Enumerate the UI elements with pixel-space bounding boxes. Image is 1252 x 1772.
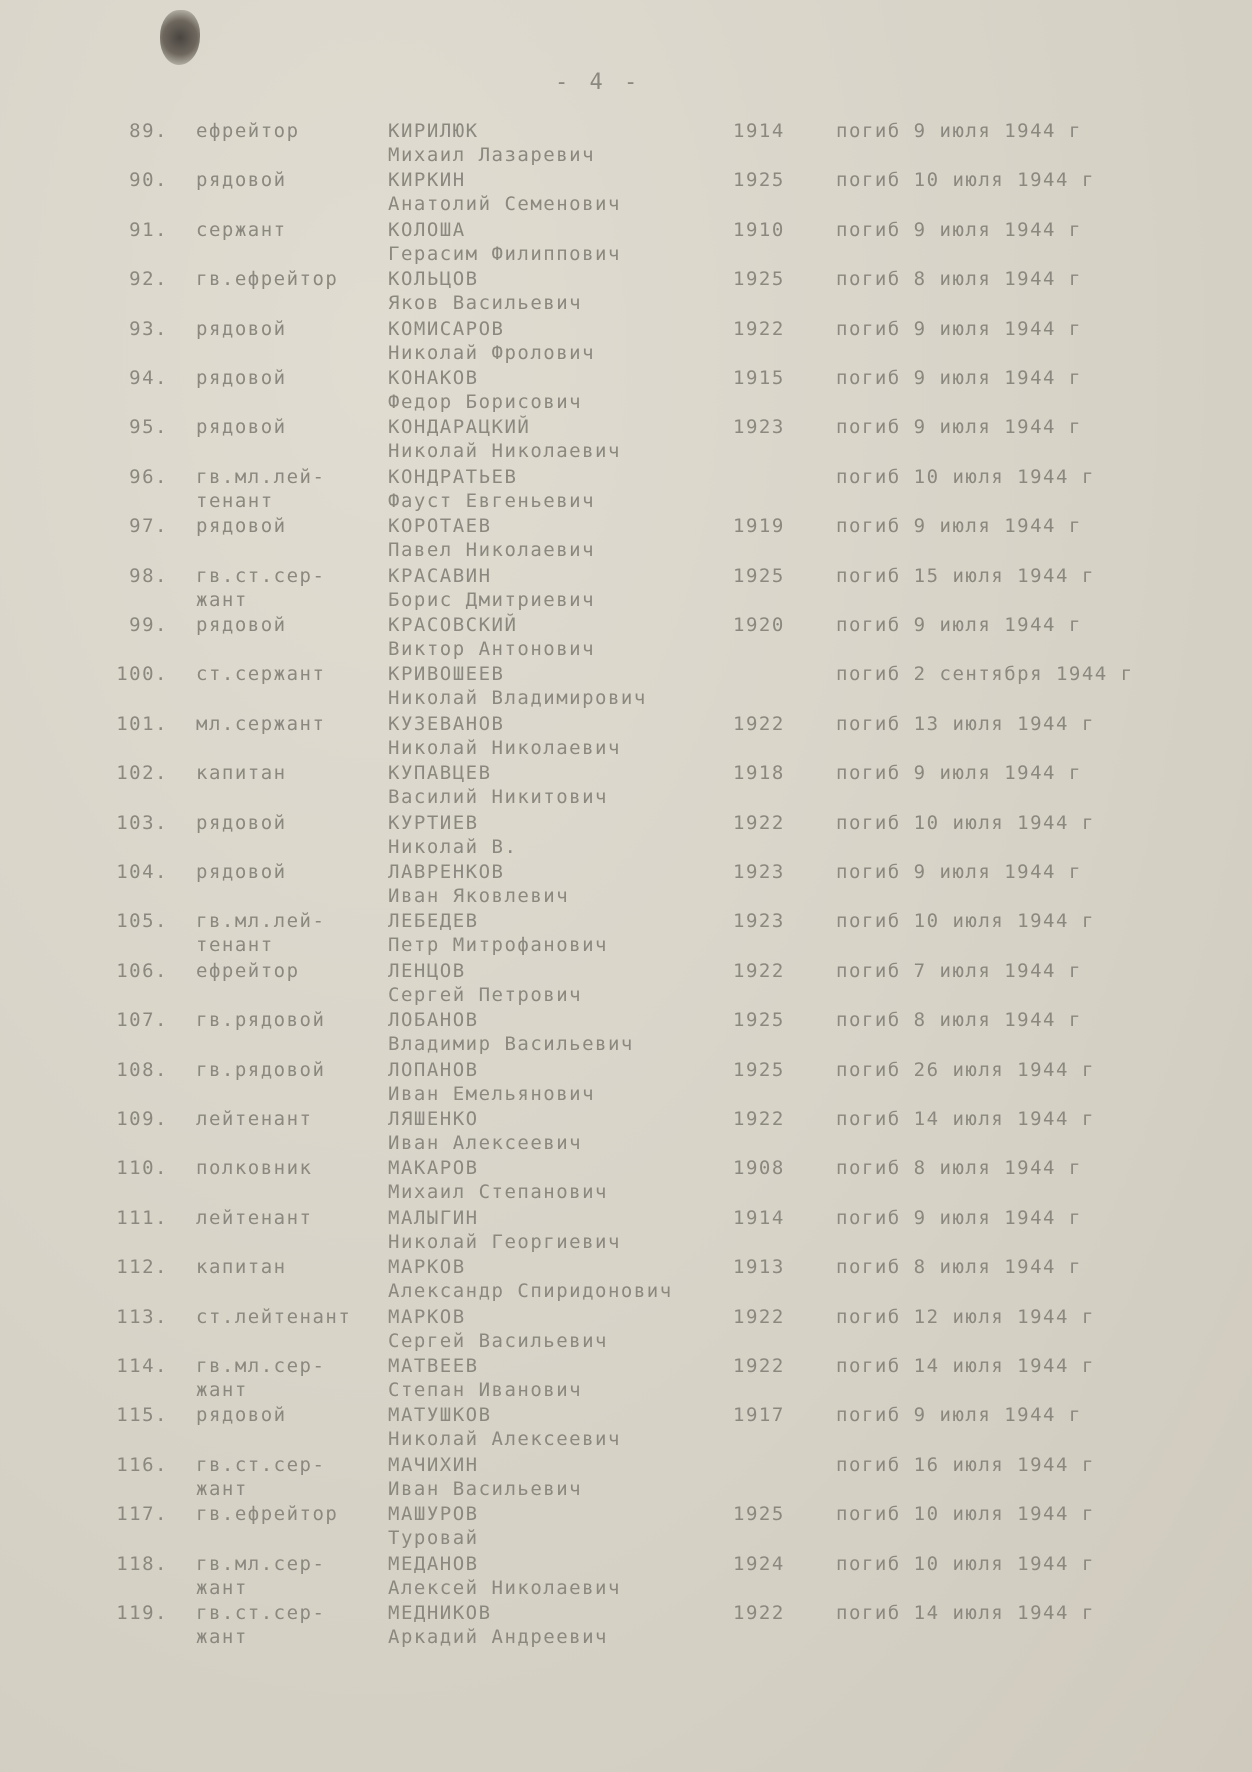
entry-given-name: Туровай <box>388 1527 479 1550</box>
entry-number: 106. <box>116 959 168 982</box>
list-item <box>0 466 1252 515</box>
entry-surname: МЕДНИКОВ <box>388 1602 492 1624</box>
list-item <box>0 812 1252 861</box>
entry-number: 117. <box>116 1503 168 1526</box>
list-item <box>0 169 1252 218</box>
entry-fate: погиб 9 июля 1944 г <box>836 416 1082 439</box>
entry-birth-year: 1922 <box>733 1355 785 1377</box>
entry-surname: КОНДАРАЦКИЙ <box>388 416 531 439</box>
entry-surname: МАТУШКОВ <box>388 1404 492 1427</box>
entry-fate: погиб 26 июля 1944 г <box>836 1058 1095 1081</box>
entry-number: 90. <box>129 169 168 192</box>
entry-surname: КОЛЬЦОВ <box>388 268 479 291</box>
entry-surname: МАРКОВ <box>388 1256 466 1279</box>
list-item <box>0 1602 1252 1651</box>
entry-fate: погиб 13 июля 1944 г <box>836 712 1095 735</box>
entry-rank: ст.лейтенант <box>196 1305 352 1328</box>
entry-fate: погиб 2 сентября 1944 г <box>836 663 1134 686</box>
entry-given-name: Николай Николаевич <box>388 440 621 463</box>
list-item <box>0 713 1252 762</box>
entry-rank-continued: тенант <box>196 489 274 512</box>
entry-birth-year: 1923 <box>733 416 785 439</box>
entry-rank: гв.мл.лей- <box>196 465 326 488</box>
entry-rank: капитан <box>196 1256 287 1279</box>
entry-fate: погиб 10 июля 1944 г <box>836 910 1095 933</box>
page-number: - 4 - <box>555 70 642 95</box>
entry-number: 102. <box>116 762 168 785</box>
entry-given-name: Николай Алексеевич <box>388 1428 621 1451</box>
entry-birth-year: 1922 <box>733 317 785 340</box>
entry-surname: КИРИЛЮК <box>388 120 479 142</box>
entry-fate: погиб 14 июля 1944 г <box>836 1355 1095 1377</box>
entry-surname: ЛЕБЕДЕВ <box>388 910 479 933</box>
entry-number: 105. <box>116 910 168 933</box>
entry-fate: погиб 9 июля 1944 г <box>836 762 1082 785</box>
entry-birth-year: 1922 <box>733 959 785 982</box>
list-item <box>0 416 1252 465</box>
entry-rank: гв.ст.сер- <box>196 1602 326 1624</box>
entry-birth-year: 1922 <box>733 712 785 735</box>
entry-birth-year: 1925 <box>733 564 785 587</box>
entry-surname: КУПАВЦЕВ <box>388 762 492 785</box>
entry-fate: погиб 8 июля 1944 г <box>836 1009 1082 1032</box>
entry-number: 93. <box>129 317 168 340</box>
entry-birth-year: 1914 <box>733 120 785 142</box>
entry-given-name: Иван Васильевич <box>388 1477 583 1500</box>
entry-surname: МАЛЫГИН <box>388 1206 479 1229</box>
entry-birth-year: 1910 <box>733 218 785 241</box>
entry-rank: мл.сержант <box>196 712 326 735</box>
entry-number: 92. <box>129 268 168 291</box>
list-item <box>0 515 1252 564</box>
entry-surname: КРИВОШЕЕВ <box>388 663 505 686</box>
entry-rank: гв.ст.сер- <box>196 1453 326 1476</box>
entry-given-name: Яков Васильевич <box>388 292 583 315</box>
entry-surname: ЛАВРЕНКОВ <box>388 861 505 883</box>
entry-surname: МАТВЕЕВ <box>388 1355 479 1377</box>
list-item <box>0 1009 1252 1058</box>
entry-rank: гв.мл.сер- <box>196 1355 326 1377</box>
entry-surname: КИРКИН <box>388 169 466 192</box>
entry-rank: рядовой <box>196 416 287 439</box>
entry-number: 89. <box>129 120 168 142</box>
list-item <box>0 1157 1252 1206</box>
entry-surname: КУЗЕВАНОВ <box>388 712 505 735</box>
entry-rank: гв.мл.лей- <box>196 910 326 933</box>
entry-number: 109. <box>116 1108 168 1130</box>
entry-number: 118. <box>116 1552 168 1575</box>
list-item <box>0 762 1252 811</box>
entry-number: 116. <box>116 1453 168 1476</box>
entry-rank: гв.ефрейтор <box>196 268 339 291</box>
entry-rank: рядовой <box>196 317 287 340</box>
entry-rank-continued: жант <box>196 588 248 611</box>
entry-rank: лейтенант <box>196 1206 313 1229</box>
entry-rank-continued: жант <box>196 1379 248 1401</box>
entry-birth-year: 1925 <box>733 1009 785 1032</box>
list-item <box>0 960 1252 1009</box>
entry-rank: гв.рядовой <box>196 1009 326 1032</box>
entry-given-name: Николай Георгиевич <box>388 1230 621 1253</box>
list-item <box>0 861 1252 910</box>
entry-surname: КРАСОВСКИЙ <box>388 614 518 636</box>
list-item <box>0 367 1252 416</box>
entry-surname: КОЛОША <box>388 218 466 241</box>
list-item <box>0 1355 1252 1404</box>
entry-given-name: Герасим Филиппович <box>388 242 621 265</box>
entry-birth-year: 1925 <box>733 1503 785 1526</box>
entry-birth-year: 1925 <box>733 268 785 291</box>
entry-fate: погиб 9 июля 1944 г <box>836 1206 1082 1229</box>
entry-surname: КРАСАВИН <box>388 564 492 587</box>
entry-birth-year: 1918 <box>733 762 785 785</box>
entry-surname: МАЧИХИН <box>388 1453 479 1476</box>
entry-birth-year: 1923 <box>733 861 785 883</box>
entry-fate: погиб 15 июля 1944 г <box>836 564 1095 587</box>
entry-birth-year: 1923 <box>733 910 785 933</box>
entry-given-name: Михаил Степанович <box>388 1181 608 1204</box>
entry-number: 101. <box>116 712 168 735</box>
entry-fate: погиб 7 июля 1944 г <box>836 959 1082 982</box>
entry-number: 115. <box>116 1404 168 1427</box>
entry-given-name: Михаил Лазаревич <box>388 144 596 166</box>
entry-given-name: Иван Алексеевич <box>388 1132 583 1154</box>
list-item <box>0 1503 1252 1552</box>
entry-surname: ЛЯШЕНКО <box>388 1108 479 1130</box>
entry-fate: погиб 10 июля 1944 г <box>836 169 1095 192</box>
entry-given-name: Федор Борисович <box>388 391 583 413</box>
entry-number: 94. <box>129 367 168 389</box>
entry-number: 113. <box>116 1305 168 1328</box>
entry-given-name: Аркадий Андреевич <box>388 1626 608 1648</box>
entry-rank-continued: тенант <box>196 934 274 957</box>
entry-fate: погиб 10 июля 1944 г <box>836 1503 1095 1526</box>
entry-given-name: Петр Митрофанович <box>388 934 608 957</box>
entry-birth-year: 1922 <box>733 1602 785 1624</box>
entry-fate: погиб 16 июля 1944 г <box>836 1453 1095 1476</box>
entry-number: 112. <box>116 1256 168 1279</box>
entry-given-name: Сергей Петрович <box>388 983 583 1006</box>
entry-rank: рядовой <box>196 1404 287 1427</box>
entry-number: 95. <box>129 416 168 439</box>
entry-rank: рядовой <box>196 614 287 636</box>
entry-surname: КОНДРАТЬЕВ <box>388 465 518 488</box>
entry-number: 119. <box>116 1602 168 1624</box>
entry-rank: сержант <box>196 218 287 241</box>
entry-surname: ЛЕНЦОВ <box>388 959 466 982</box>
entry-fate: погиб 8 июля 1944 г <box>836 1157 1082 1180</box>
entry-surname: КОНАКОВ <box>388 367 479 389</box>
entry-given-name: Борис Дмитриевич <box>388 588 596 611</box>
entry-fate: погиб 9 июля 1944 г <box>836 614 1082 636</box>
entry-fate: погиб 9 июля 1944 г <box>836 1404 1082 1427</box>
entry-given-name: Александр Спиридонович <box>388 1280 673 1303</box>
entry-given-name: Николай Николаевич <box>388 736 621 759</box>
entry-rank: рядовой <box>196 169 287 192</box>
entry-rank: полковник <box>196 1157 313 1180</box>
entry-rank: капитан <box>196 762 287 785</box>
list-item <box>0 219 1252 268</box>
entry-number: 104. <box>116 861 168 883</box>
entry-number: 99. <box>129 614 168 636</box>
entry-birth-year: 1924 <box>733 1552 785 1575</box>
entry-number: 97. <box>129 515 168 538</box>
list-item <box>0 614 1252 663</box>
entry-given-name: Николай Владимирович <box>388 687 647 710</box>
list-item <box>0 565 1252 614</box>
entry-given-name: Степан Иванович <box>388 1379 583 1401</box>
entry-fate: погиб 14 июля 1944 г <box>836 1602 1095 1624</box>
list-item <box>0 120 1252 169</box>
entry-rank: гв.мл.сер- <box>196 1552 326 1575</box>
entry-fate: погиб 10 июля 1944 г <box>836 1552 1095 1575</box>
list-item <box>0 1553 1252 1602</box>
entry-number: 108. <box>116 1058 168 1081</box>
entry-given-name: Николай В. <box>388 835 518 858</box>
entry-given-name: Виктор Антонович <box>388 638 596 660</box>
entry-rank-continued: жант <box>196 1626 248 1648</box>
entry-fate: погиб 9 июля 1944 г <box>836 218 1082 241</box>
entry-surname: КУРТИЕВ <box>388 811 479 834</box>
entry-surname: ЛОБАНОВ <box>388 1009 479 1032</box>
entry-fate: погиб 10 июля 1944 г <box>836 465 1095 488</box>
entry-number: 107. <box>116 1009 168 1032</box>
entry-number: 111. <box>116 1206 168 1229</box>
entry-rank: рядовой <box>196 861 287 883</box>
entry-number: 103. <box>116 811 168 834</box>
entry-fate: погиб 8 июля 1944 г <box>836 1256 1082 1279</box>
entry-rank: ефрейтор <box>196 959 300 982</box>
entry-surname: МАКАРОВ <box>388 1157 479 1180</box>
entry-number: 96. <box>129 465 168 488</box>
list-item <box>0 318 1252 367</box>
entry-number: 100. <box>116 663 168 686</box>
entry-birth-year: 1908 <box>733 1157 785 1180</box>
entry-rank: лейтенант <box>196 1108 313 1130</box>
entry-fate: погиб 12 июля 1944 г <box>836 1305 1095 1328</box>
entry-birth-year: 1915 <box>733 367 785 389</box>
entry-given-name: Алексей Николаевич <box>388 1576 621 1599</box>
entry-rank-continued: жант <box>196 1576 248 1599</box>
entry-birth-year: 1913 <box>733 1256 785 1279</box>
entry-birth-year: 1922 <box>733 1108 785 1130</box>
entry-birth-year: 1919 <box>733 515 785 538</box>
entry-fate: погиб 9 июля 1944 г <box>836 515 1082 538</box>
entry-fate: погиб 8 июля 1944 г <box>836 268 1082 291</box>
entry-given-name: Павел Николаевич <box>388 539 596 562</box>
entry-birth-year: 1914 <box>733 1206 785 1229</box>
entry-given-name: Василий Никитович <box>388 786 608 809</box>
list-item <box>0 1108 1252 1157</box>
entry-given-name: Иван Яковлевич <box>388 885 570 907</box>
entry-given-name: Сергей Васильевич <box>388 1329 608 1352</box>
entry-birth-year: 1922 <box>733 1305 785 1328</box>
ink-stain <box>160 10 200 65</box>
list-item <box>0 1306 1252 1355</box>
entry-surname: МАШУРОВ <box>388 1503 479 1526</box>
entry-number: 98. <box>129 564 168 587</box>
entry-number: 110. <box>116 1157 168 1180</box>
entry-fate: погиб 9 июля 1944 г <box>836 120 1082 142</box>
entry-surname: МЕДАНОВ <box>388 1552 479 1575</box>
entry-fate: погиб 9 июля 1944 г <box>836 367 1082 389</box>
entry-birth-year: 1922 <box>733 811 785 834</box>
entry-number: 114. <box>116 1355 168 1377</box>
entry-rank: ефрейтор <box>196 120 300 142</box>
entry-birth-year: 1920 <box>733 614 785 636</box>
entry-given-name: Владимир Васильевич <box>388 1033 634 1056</box>
entry-rank: гв.ст.сер- <box>196 564 326 587</box>
entry-fate: погиб 9 июля 1944 г <box>836 861 1082 883</box>
entry-rank: рядовой <box>196 811 287 834</box>
list-item <box>0 1059 1252 1108</box>
entry-fate: погиб 9 июля 1944 г <box>836 317 1082 340</box>
entry-number: 91. <box>129 218 168 241</box>
entry-birth-year: 1917 <box>733 1404 785 1427</box>
entry-fate: погиб 10 июля 1944 г <box>836 811 1095 834</box>
entry-rank-continued: жант <box>196 1477 248 1500</box>
entry-rank: гв.рядовой <box>196 1058 326 1081</box>
entry-given-name: Анатолий Семенович <box>388 193 621 216</box>
list-item <box>0 1256 1252 1305</box>
list-item <box>0 910 1252 959</box>
list-item <box>0 1404 1252 1453</box>
entry-surname: МАРКОВ <box>388 1305 466 1328</box>
entry-birth-year: 1925 <box>733 169 785 192</box>
entry-surname: КОМИСАРОВ <box>388 317 505 340</box>
entry-given-name: Николай Фролович <box>388 341 596 364</box>
entry-surname: ЛОПАНОВ <box>388 1058 479 1081</box>
list-item <box>0 1454 1252 1503</box>
entry-given-name: Иван Емельянович <box>388 1082 596 1105</box>
entry-rank: рядовой <box>196 367 287 389</box>
entry-rank: гв.ефрейтор <box>196 1503 339 1526</box>
list-item <box>0 1207 1252 1256</box>
entry-surname: КОРОТАЕВ <box>388 515 492 538</box>
entry-rank: ст.сержант <box>196 663 326 686</box>
list-item <box>0 663 1252 712</box>
list-item <box>0 268 1252 317</box>
entry-birth-year: 1925 <box>733 1058 785 1081</box>
entry-rank: рядовой <box>196 515 287 538</box>
entry-given-name: Фауст Евгеньевич <box>388 489 596 512</box>
entry-fate: погиб 14 июля 1944 г <box>836 1108 1095 1130</box>
